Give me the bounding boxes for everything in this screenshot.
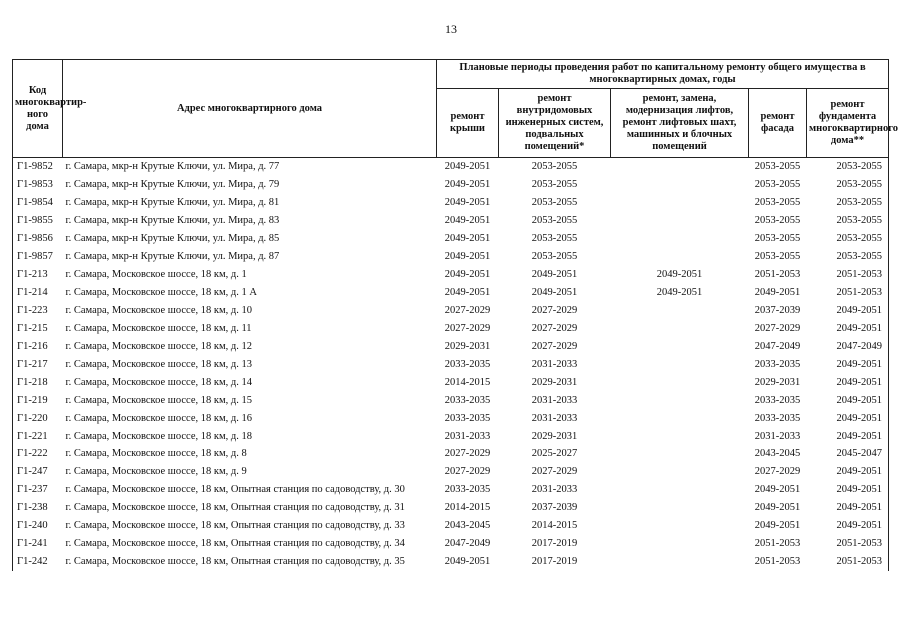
cell-code: Г1-9853 — [13, 176, 63, 194]
cell-code: Г1-242 — [13, 553, 63, 571]
cell-code: Г1-237 — [13, 481, 63, 499]
table-row — [13, 230, 889, 248]
table-header — [13, 60, 898, 158]
header-lifts: ремонт, замена, модернизация лифтов, ремонт лифтовых шахт, машинных и блочных помещений — [611, 89, 749, 158]
cell-facade: 2037-2039 — [754, 304, 801, 316]
cell-foundation: 2049-2051 — [807, 427, 889, 445]
cell-code: Г1-219 — [13, 391, 63, 409]
table-row — [13, 463, 889, 481]
cell-facade: 2053-2055 — [754, 251, 801, 263]
cell-lifts — [611, 463, 749, 481]
cell-code: Г1-218 — [13, 373, 63, 391]
cell-roof: 2049-2051 — [444, 287, 491, 299]
cell-lifts — [611, 248, 749, 266]
cell-lifts — [611, 445, 749, 463]
header-roof: ремонт крыши — [437, 89, 499, 158]
cell-engineering: 2031-2033 — [531, 412, 578, 424]
cell-roof: 2047-2049 — [444, 538, 491, 550]
cell-facade: 2053-2055 — [754, 233, 801, 245]
cell-address: г. Самара, Московское шоссе, 18 км, д. 18 — [65, 430, 252, 442]
cell-foundation: 2049-2051 — [807, 373, 889, 391]
cell-code: Г1-240 — [13, 517, 63, 535]
cell-lifts — [611, 212, 749, 230]
cell-facade: 2043-2045 — [754, 448, 801, 460]
cell-foundation: 2049-2051 — [807, 319, 889, 337]
cell-engineering: 2029-2031 — [531, 430, 578, 442]
cell-facade: 2033-2035 — [754, 412, 801, 424]
header-foundation: ремонт фундамента многоквартирного дома** — [807, 89, 889, 158]
cell-address: г. Самара, Московское шоссе, 18 км, Опытная станция по садоводству, д. 34 — [65, 538, 405, 550]
cell-roof: 2049-2051 — [444, 269, 491, 281]
cell-lifts — [611, 337, 749, 355]
cell-code: Г1-9854 — [13, 194, 63, 212]
cell-lifts — [611, 176, 749, 194]
header-planned-periods: Плановые периоды проведения работ по капитальному ремонту общего имущества в многоквартирных домах, годы — [437, 60, 889, 89]
cell-facade: 2027-2029 — [754, 466, 801, 478]
cell-engineering: 2053-2055 — [531, 161, 578, 173]
cell-engineering: 2053-2055 — [531, 251, 578, 263]
cell-code: Г1-214 — [13, 284, 63, 302]
cell-engineering: 2031-2033 — [531, 484, 578, 496]
cell-lifts — [611, 373, 749, 391]
cell-foundation: 2053-2055 — [807, 212, 889, 230]
table-row — [13, 212, 889, 230]
cell-address: г. Самара, Московское шоссе, 18 км, д. 8 — [65, 448, 247, 460]
cell-foundation: 2051-2053 — [807, 535, 889, 553]
cell-engineering: 2053-2055 — [531, 179, 578, 191]
cell-lifts — [611, 194, 749, 212]
header-engineering: ремонт внутридомовых инженерных систем, подвальных помещений* — [499, 89, 611, 158]
cell-roof: 2049-2051 — [444, 179, 491, 191]
cell-lifts — [611, 391, 749, 409]
cell-facade: 2033-2035 — [754, 358, 801, 370]
cell-engineering: 2017-2019 — [531, 556, 578, 568]
cell-facade: 2031-2033 — [754, 430, 801, 442]
table-row — [13, 553, 889, 571]
cell-foundation: 2049-2051 — [807, 499, 889, 517]
cell-foundation: 2053-2055 — [807, 230, 889, 248]
cell-facade: 2033-2035 — [754, 394, 801, 406]
cell-address: г. Самара, Московское шоссе, 18 км, д. 1 А — [65, 287, 257, 299]
cell-facade: 2049-2051 — [754, 287, 801, 299]
cell-address: г. Самара, мкр-н Крутые Ключи, ул. Мира, д. 83 — [65, 215, 280, 227]
table-row — [13, 391, 889, 409]
cell-facade: 2053-2055 — [754, 179, 801, 191]
table-row — [13, 535, 889, 553]
cell-lifts — [611, 553, 749, 571]
table-row — [13, 445, 889, 463]
cell-roof: 2033-2035 — [444, 484, 491, 496]
cell-roof: 2049-2051 — [444, 233, 491, 245]
cell-facade: 2053-2055 — [754, 215, 801, 227]
cell-facade: 2053-2055 — [754, 161, 801, 173]
cell-foundation: 2047-2049 — [807, 337, 889, 355]
cell-foundation: 2049-2051 — [807, 517, 889, 535]
cell-foundation: 2053-2055 — [807, 248, 889, 266]
cell-address: г. Самара, мкр-н Крутые Ключи, ул. Мира, д. 79 — [65, 179, 280, 191]
cell-roof: 2033-2035 — [444, 358, 491, 370]
cell-engineering: 2027-2029 — [531, 466, 578, 478]
cell-engineering: 2037-2039 — [531, 502, 578, 514]
cell-lifts — [611, 481, 749, 499]
table-row — [13, 337, 889, 355]
cell-address: г. Самара, Московское шоссе, 18 км, д. 15 — [65, 394, 252, 406]
cell-roof: 2049-2051 — [444, 556, 491, 568]
header-code: Код многоквартир-ного дома — [13, 60, 63, 158]
cell-lifts — [611, 355, 749, 373]
cell-lifts — [611, 319, 749, 337]
cell-code: Г1-216 — [13, 337, 63, 355]
cell-engineering: 2049-2051 — [531, 269, 578, 281]
table-row — [13, 284, 889, 302]
cell-engineering: 2027-2029 — [531, 304, 578, 316]
cell-lifts: 2049-2051 — [656, 269, 703, 281]
cell-engineering: 2031-2033 — [531, 394, 578, 406]
table-row — [13, 266, 889, 284]
table-row — [13, 427, 889, 445]
header-address: Адрес многоквартирного дома — [63, 60, 437, 158]
cell-roof: 2029-2031 — [444, 340, 491, 352]
cell-code: Г1-221 — [13, 427, 63, 445]
cell-engineering: 2014-2015 — [531, 520, 578, 532]
cell-lifts — [611, 158, 749, 176]
cell-facade: 2051-2053 — [754, 269, 801, 281]
cell-address: г. Самара, Московское шоссе, 18 км, д. 16 — [65, 412, 252, 424]
cell-foundation: 2049-2051 — [807, 409, 889, 427]
cell-address: г. Самара, мкр-н Крутые Ключи, ул. Мира, д. 87 — [65, 251, 280, 263]
cell-code: Г1-238 — [13, 499, 63, 517]
cell-foundation: 2051-2053 — [807, 284, 889, 302]
cell-foundation: 2049-2051 — [807, 302, 889, 320]
cell-lifts — [611, 230, 749, 248]
cell-lifts — [611, 409, 749, 427]
cell-code: Г1-9856 — [13, 230, 63, 248]
table-row — [13, 176, 889, 194]
cell-engineering: 2053-2055 — [531, 215, 578, 227]
header-facade: ремонт фасада — [749, 89, 807, 158]
cell-foundation: 2045-2047 — [807, 445, 889, 463]
table-row — [13, 158, 889, 176]
table-row — [13, 373, 889, 391]
cell-roof: 2049-2051 — [444, 251, 491, 263]
cell-code: Г1-241 — [13, 535, 63, 553]
cell-foundation: 2049-2051 — [807, 355, 889, 373]
cell-roof: 2027-2029 — [444, 322, 491, 334]
cell-address: г. Самара, Московское шоссе, 18 км, Опытная станция по садоводству, д. 35 — [65, 556, 405, 568]
cell-code: Г1-9857 — [13, 248, 63, 266]
cell-engineering: 2027-2029 — [531, 322, 578, 334]
cell-address: г. Самара, мкр-н Крутые Ключи, ул. Мира, д. 81 — [65, 197, 280, 209]
table-row — [13, 194, 889, 212]
cell-lifts — [611, 499, 749, 517]
table-row — [13, 248, 889, 266]
table-row — [13, 481, 889, 499]
cell-address: г. Самара, Московское шоссе, 18 км, д. 13 — [65, 358, 252, 370]
table-row — [13, 517, 889, 535]
table-row — [13, 499, 889, 517]
table-row — [13, 409, 889, 427]
cell-facade: 2029-2031 — [754, 376, 801, 388]
cell-engineering: 2017-2019 — [531, 538, 578, 550]
cell-facade: 2049-2051 — [754, 502, 801, 514]
cell-facade: 2051-2053 — [754, 538, 801, 550]
cell-address: г. Самара, Московское шоссе, 18 км, д. 10 — [65, 304, 252, 316]
cell-roof: 2049-2051 — [444, 161, 491, 173]
cell-lifts — [611, 302, 749, 320]
cell-engineering: 2053-2055 — [531, 233, 578, 245]
cell-foundation: 2049-2051 — [807, 481, 889, 499]
cell-engineering: 2025-2027 — [531, 448, 578, 460]
cell-roof: 2031-2033 — [444, 430, 491, 442]
table-row — [13, 319, 889, 337]
cell-engineering: 2027-2029 — [531, 340, 578, 352]
cell-roof: 2033-2035 — [444, 412, 491, 424]
cell-code: Г1-215 — [13, 319, 63, 337]
cell-address: г. Самара, Московское шоссе, 18 км, д. 11 — [65, 322, 252, 334]
cell-code: Г1-223 — [13, 302, 63, 320]
cell-code: Г1-217 — [13, 355, 63, 373]
page-number: 13 — [445, 22, 457, 36]
cell-code: Г1-220 — [13, 409, 63, 427]
cell-facade: 2047-2049 — [754, 340, 801, 352]
capital-repair-schedule-table — [12, 59, 898, 571]
table-row — [13, 302, 889, 320]
cell-code: Г1-222 — [13, 445, 63, 463]
cell-facade: 2053-2055 — [754, 197, 801, 209]
cell-address: г. Самара, Московское шоссе, 18 км, д. 12 — [65, 340, 252, 352]
cell-lifts — [611, 535, 749, 553]
cell-code: Г1-247 — [13, 463, 63, 481]
cell-foundation: 2049-2051 — [807, 391, 889, 409]
cell-roof: 2043-2045 — [444, 520, 491, 532]
cell-code: Г1-213 — [13, 266, 63, 284]
cell-address: г. Самара, Московское шоссе, 18 км, Опытная станция по садоводству, д. 30 — [65, 484, 405, 496]
cell-address: г. Самара, Московское шоссе, 18 км, д. 1 — [65, 269, 247, 281]
table-row — [13, 355, 889, 373]
cell-roof: 2027-2029 — [444, 304, 491, 316]
cell-roof: 2027-2029 — [444, 448, 491, 460]
cell-facade: 2051-2053 — [754, 556, 801, 568]
cell-address: г. Самара, Московское шоссе, 18 км, д. 14 — [65, 376, 252, 388]
cell-lifts — [611, 517, 749, 535]
cell-lifts — [611, 427, 749, 445]
cell-foundation: 2053-2055 — [807, 158, 889, 176]
cell-roof: 2049-2051 — [444, 215, 491, 227]
cell-facade: 2027-2029 — [754, 322, 801, 334]
cell-roof: 2014-2015 — [444, 376, 491, 388]
cell-roof: 2033-2035 — [444, 394, 491, 406]
cell-facade: 2049-2051 — [754, 484, 801, 496]
cell-roof: 2027-2029 — [444, 466, 491, 478]
table-body — [13, 158, 889, 571]
cell-code: Г1-9855 — [13, 212, 63, 230]
cell-foundation: 2053-2055 — [807, 194, 889, 212]
cell-roof: 2014-2015 — [444, 502, 491, 514]
cell-address: г. Самара, Московское шоссе, 18 км, Опытная станция по садоводству, д. 33 — [65, 520, 405, 532]
cell-code: Г1-9852 — [13, 158, 63, 176]
cell-lifts: 2049-2051 — [656, 287, 703, 299]
cell-foundation: 2049-2051 — [807, 463, 889, 481]
cell-engineering: 2029-2031 — [531, 376, 578, 388]
cell-foundation: 2053-2055 — [807, 176, 889, 194]
cell-foundation: 2051-2053 — [807, 553, 889, 571]
cell-facade: 2049-2051 — [754, 520, 801, 532]
cell-engineering: 2053-2055 — [531, 197, 578, 209]
cell-address: г. Самара, мкр-н Крутые Ключи, ул. Мира, д. 85 — [65, 233, 280, 245]
cell-foundation: 2051-2053 — [807, 266, 889, 284]
cell-address: г. Самара, Московское шоссе, 18 км, Опытная станция по садоводству, д. 31 — [65, 502, 405, 514]
cell-address: г. Самара, Московское шоссе, 18 км, д. 9 — [65, 466, 247, 478]
cell-engineering: 2031-2033 — [531, 358, 578, 370]
cell-engineering: 2049-2051 — [531, 287, 578, 299]
cell-roof: 2049-2051 — [444, 197, 491, 209]
cell-address: г. Самара, мкр-н Крутые Ключи, ул. Мира, д. 77 — [65, 161, 280, 173]
